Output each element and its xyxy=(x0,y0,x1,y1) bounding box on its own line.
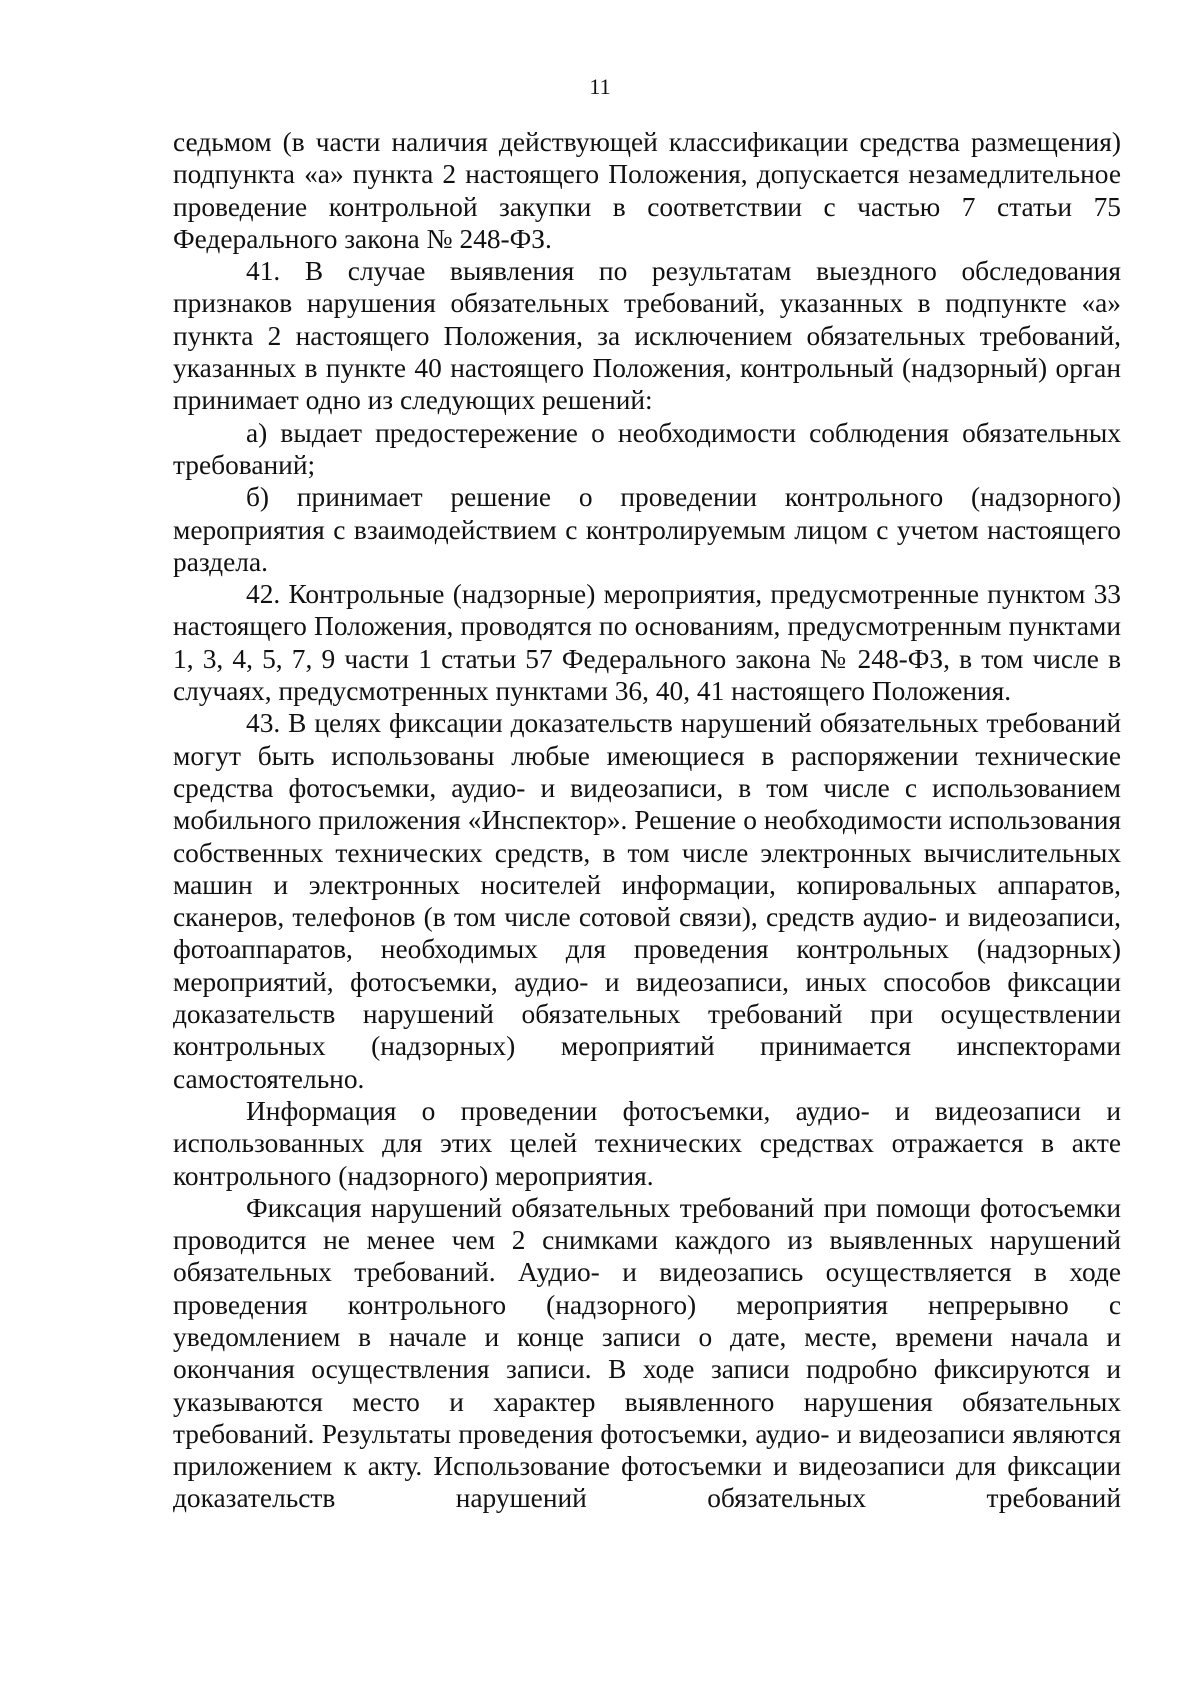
paragraph-subitem-a: а) выдает предостережение о необходимости соблюдения обязательных требований; xyxy=(173,417,1121,480)
paragraph-item-42: 42. Контрольные (надзорные) мероприятия, предусмотренные пунктом 33 настоящего Положения, проводятся по основаниям, предусмотренным пунктами 1, 3, 4, 5, 7, 9 части 1 статьи 57 Федерального закона № 248-ФЗ, в том числе в случаях, предусмотренных пунктами 36, 40, 41 настоящего Положения. xyxy=(173,579,1121,707)
paragraph-continuation: седьмом (в части наличия действующей классификации средства размещения) подпункта «а» пункта 2 настоящего Положения, допускается незамедлительное проведение контрольной закупки в соответствии с частью 7 статьи 75 Федерального закона № 248-ФЗ. xyxy=(173,127,1121,254)
document-body xyxy=(173,126,1121,1515)
paragraph-info-recording: Информация о проведении фотосъемки, аудио- и видеозаписи и использованных для этих целей технических средствах отражается в акте контрольного (надзорного) мероприятия. xyxy=(173,1095,1121,1191)
paragraph-item-41: 41. В случае выявления по результатам выездного обследования признаков нарушения обязательных требований, указанных в подпункте «а» пункта 2 настоящего Положения, за исключением обязательных требований, указанных в пункте 40 настоящего Положения, контрольный (надзорный) орган принимает одно из следующих решений: xyxy=(173,256,1121,416)
page-number: 11 xyxy=(589,74,611,99)
paragraph-fixation: Фиксация нарушений обязательных требований при помощи фотосъемки проводится не менее чем 2 снимками каждого из выявленных нарушений обязательных требований. Аудио- и видеозапись осуществляется в ходе проведения контрольного (надзорного) мероприятия непрерывно с уведомлением в начале и конце записи о дате, месте, времени начала и окончания осуществления записи. В ходе записи подробно фиксируются и указываются место и характер выявленного нарушения обязательных требований. Результаты проведения фотосъемки, аудио- и видеозаписи являются приложением к акту. Использование фотосъемки и видеозаписи для фиксации доказательств нарушений обязательных требований xyxy=(173,1192,1121,1514)
paragraph-subitem-b: б) принимает решение о проведении контрольного (надзорного) мероприятия с взаимодействием с контролируемым лицом с учетом настоящего раздела. xyxy=(173,482,1121,577)
paragraph-item-43: 43. В целях фиксации доказательств нарушений обязательных требований могут быть использованы любые имеющиеся в распоряжении технические средства фотосъемки, аудио- и видеозаписи, в том числе с использованием мобильного приложения «Инспектор». Решение о необходимости использования собственных технических средств, в том числе электронных вычислительных машин и электронных носителей информации, копировальных аппаратов, сканеров, телефонов (в том числе сотовой связи), средств аудио- и видеозаписи, фотоаппаратов, необходимых для проведения контрольных (надзорных) мероприятий, фотосъемки, аудио- и видеозаписи, иных способов фиксации доказательств нарушений обязательных требований при осуществлении контрольных (надзорных) мероприятий принимается инспекторами самостоятельно. xyxy=(173,708,1121,1094)
